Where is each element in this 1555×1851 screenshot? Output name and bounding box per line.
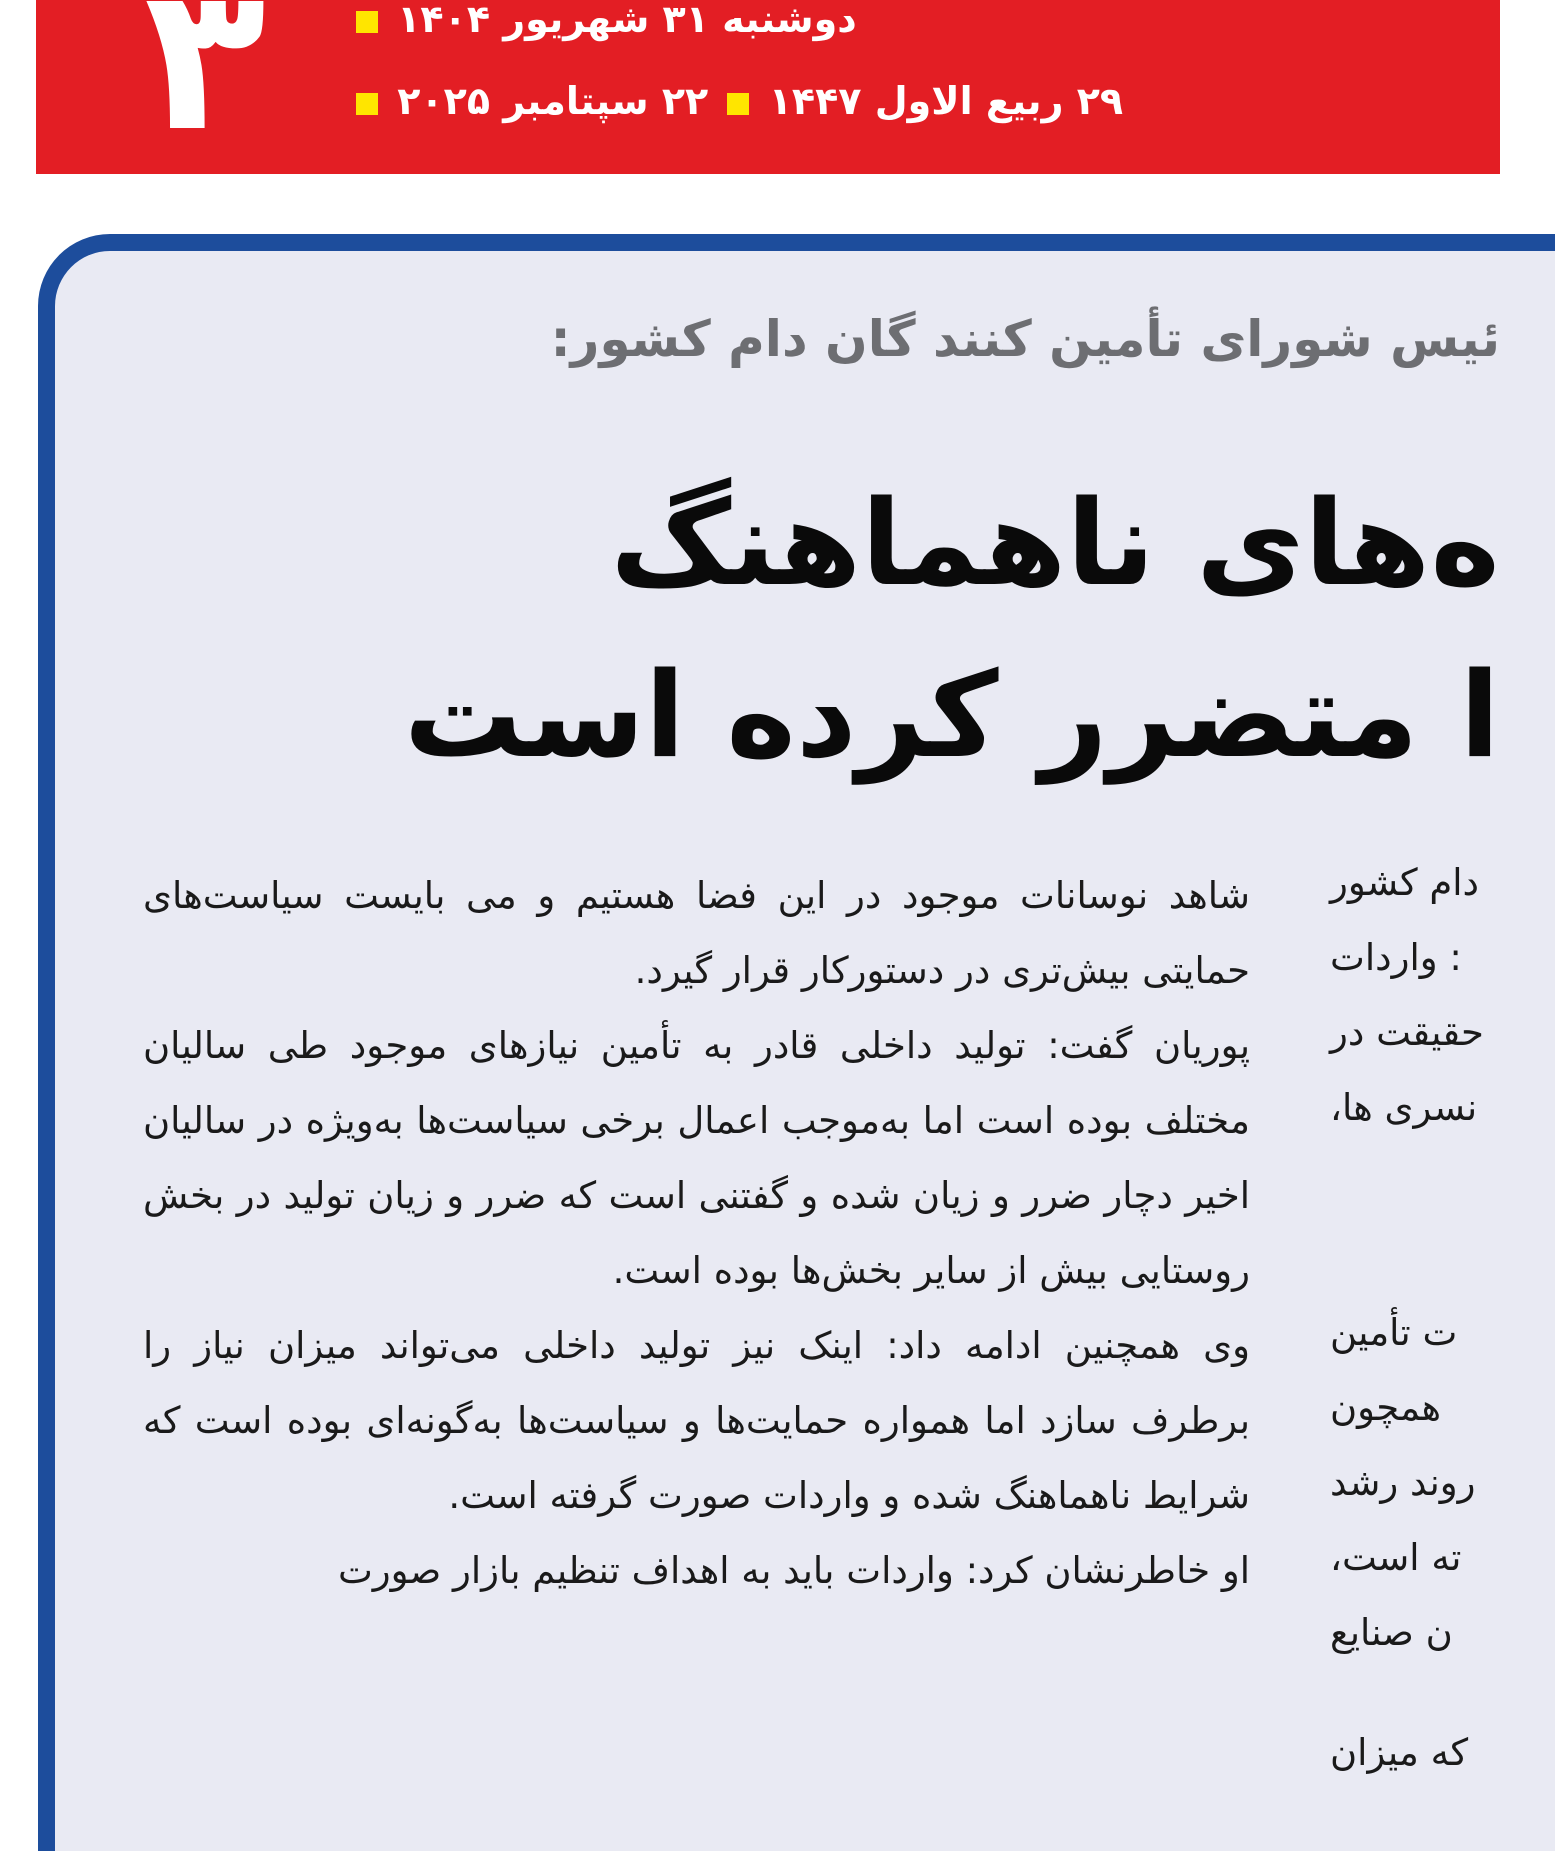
square-marker-icon — [356, 93, 378, 115]
headline-line-1: ه‌های ناهماهنگ — [610, 474, 1500, 612]
column-fragment: ته است، — [1330, 1536, 1462, 1579]
body-paragraph: پوریان گفت: تولید داخلی قادر به تأمین نیازهای موجود طی سالیان مختلف بوده است اما به‌موجب اعمال برخی سیاست‌ها به‌ویژه در سالیان اخیر دچار ضرر و زیان شده و گفتنی است که ضرر و زیان تولید در بخش روستایی بیش از سایر بخش‌ها بوده است. — [143, 1024, 1250, 1292]
body-paragraph: شاهد نوسانات موجود در این فضا هستیم و می بایست سیاست‌های حمایتی بیش‌تری در دستورکار قرار گیرد. — [143, 874, 1250, 992]
column-fragment: که میزان — [1330, 1731, 1469, 1774]
column-fragment: روند رشد — [1330, 1461, 1476, 1504]
body-paragraph: او خاطرنشان کرد: واردات باید به اهداف تنظیم بازار صورت — [337, 1549, 1250, 1592]
headline-line-2: ا متضرر کرده است — [403, 646, 1500, 784]
column-fragment: ن صنایع — [1330, 1611, 1453, 1654]
column-fragment: ت تأمین — [1330, 1311, 1458, 1354]
column-fragment: : واردات — [1330, 936, 1462, 979]
issue-date-solar — [350, 0, 857, 42]
date-hijri: ۲۹ ربیع الاول ۱۴۴۷ — [768, 79, 1124, 123]
body-paragraph: وی همچنین ادامه داد: اینک نیز تولید داخلی می‌تواند میزان نیاز را برطرف سازد اما همواره حمایت‌ها و سیاست‌ها به‌گونه‌ای بوده است که شرایط ناهماهنگ شده و واردات صورت گرفته است. — [143, 1324, 1250, 1517]
adjacent-column-clipped — [1330, 858, 1500, 1788]
article-body-column — [143, 858, 1250, 1608]
column-fragment: دام کشور — [1330, 861, 1480, 904]
column-fragment: همچون — [1330, 1386, 1442, 1429]
article-kicker: ئیس شورای تأمین کنند گان دام کشور: — [550, 310, 1500, 368]
square-marker-icon — [356, 11, 378, 33]
issue-date-alt — [350, 78, 1123, 124]
date-weekday: دوشنبه ۳۱ شهریور ۱۴۰۴ — [397, 0, 857, 41]
date-gregorian: ۲۲ سپتامبر ۲۰۲۵ — [397, 79, 709, 123]
column-fragment: نسری ها، — [1330, 1086, 1478, 1129]
column-fragment: حقیقت در — [1330, 1011, 1484, 1054]
page-number: ۳ — [143, 0, 267, 176]
square-marker-icon — [727, 93, 749, 115]
